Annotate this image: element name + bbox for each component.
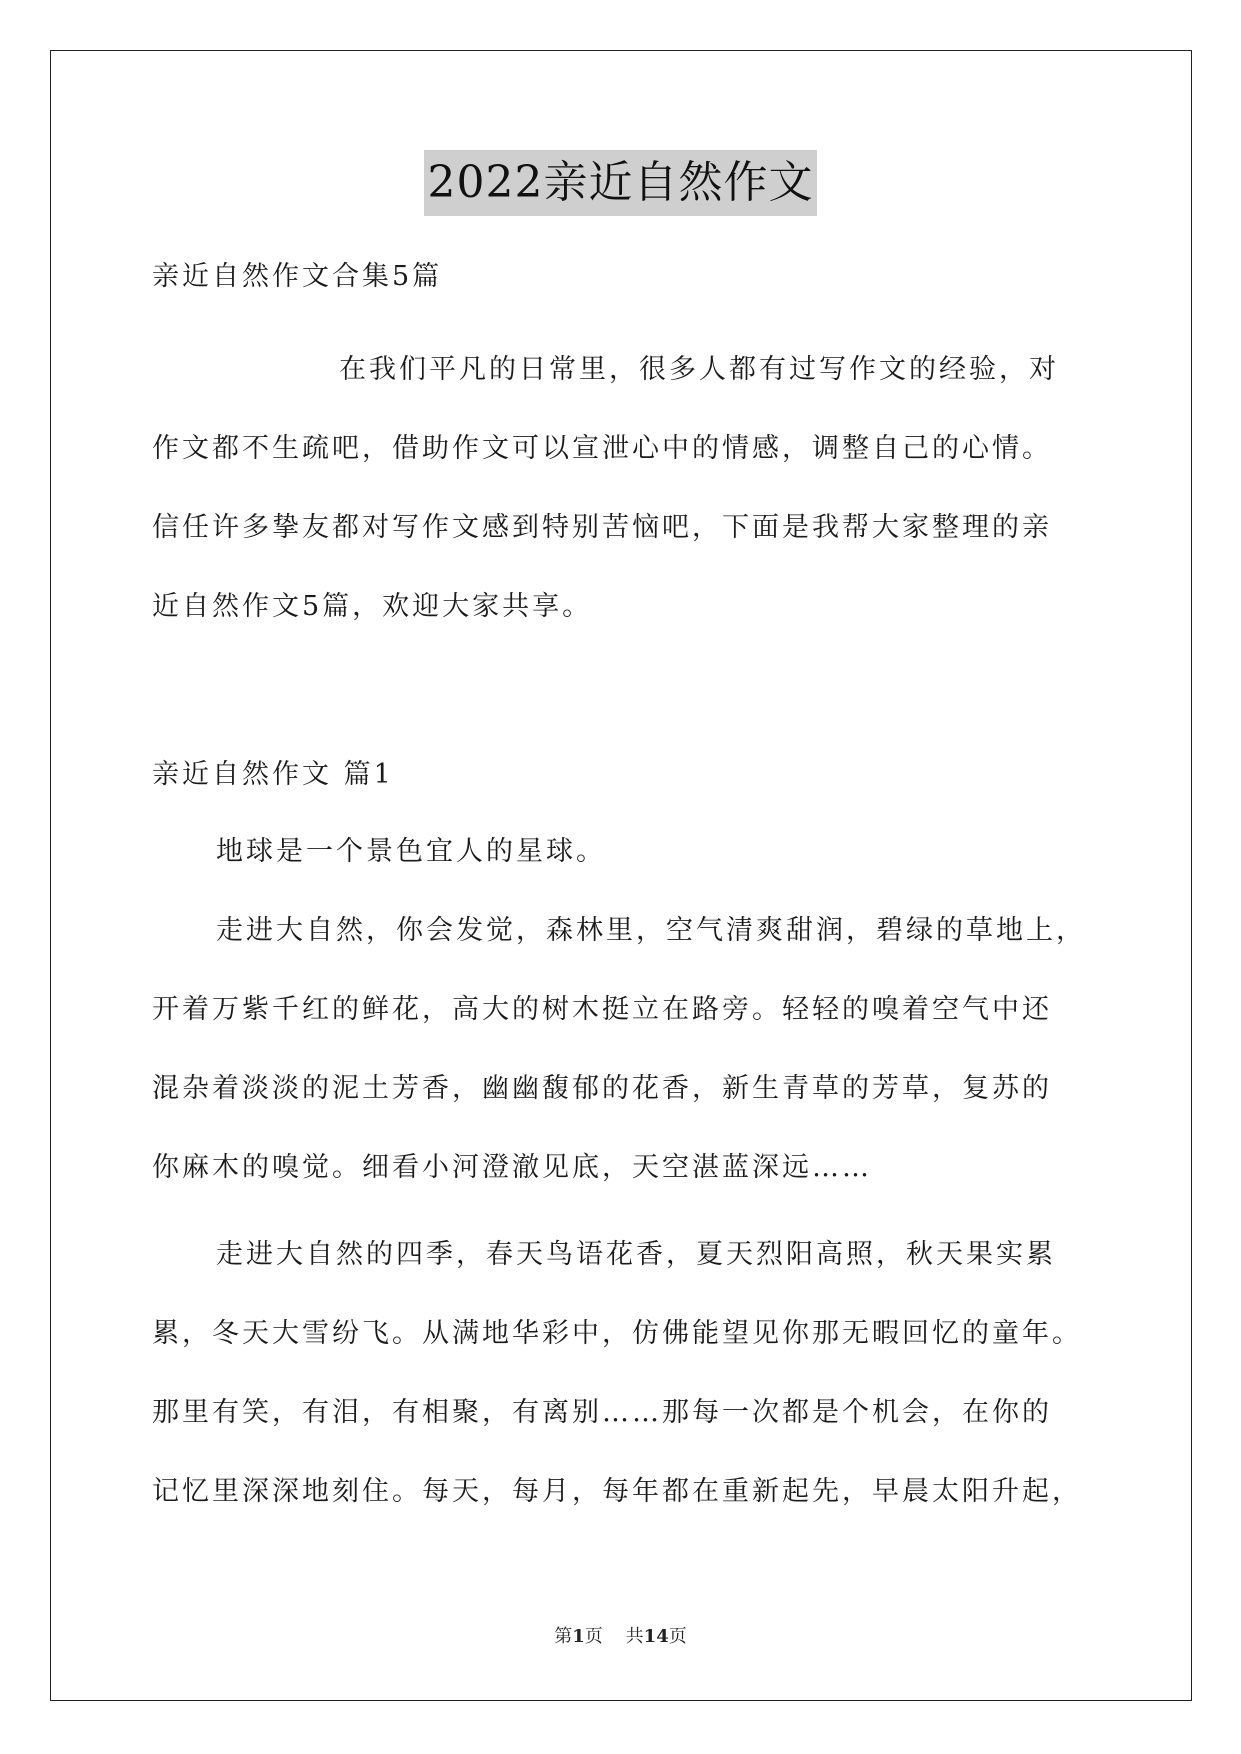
paragraph-line: 混杂着淡淡的泥土芳香，幽幽馥郁的花香，新生青草的芳草，复苏的 [152, 1073, 1052, 1104]
footer-page-word: 页 [584, 1626, 603, 1647]
paragraph-line: 记忆里深深地刻住。每天，每月，每年都在重新起先，早晨太阳升起， [152, 1476, 1082, 1507]
footer-prefix: 第 [554, 1626, 573, 1647]
footer-total-word: 页 [668, 1626, 687, 1647]
footer-total-pages: 14 [643, 1626, 669, 1647]
footer-total-prefix: 共 [625, 1626, 644, 1647]
paragraph-line: 走进大自然的四季，春天鸟语花香，夏天烈阳高照，秋天果实累 [216, 1239, 1056, 1270]
document-title: 2022亲近自然作文 [424, 150, 818, 216]
section-heading [152, 735, 1092, 814]
paragraph-2 [152, 891, 1092, 1207]
paragraph-line: 走进大自然，你会发觉，森林里，空气清爽甜润，碧绿的草地上， [216, 915, 1086, 946]
paragraph-1 [152, 812, 1092, 891]
footer-page-number: 1 [572, 1626, 585, 1647]
page-footer [0, 1622, 1241, 1648]
intro-paragraph [152, 330, 1092, 646]
collection-heading [152, 237, 1092, 316]
title-container [0, 150, 1241, 216]
intro-line: 在我们平凡的日常里，很多人都有过写作文的经验，对 [339, 354, 1059, 385]
paragraph-line: 开着万紫千红的鲜花，高大的树木挺立在路旁。轻轻的嗅着空气中还 [152, 994, 1052, 1025]
paragraph-line: 你麻木的嗅觉。细看小河澄澈见底，天空湛蓝深远…… [152, 1152, 872, 1183]
intro-line: 信任许多挚友都对写作文感到特别苦恼吧，下面是我帮大家整理的亲 [152, 512, 1052, 543]
collection-heading-text: 亲近自然作文合集5篇 [152, 261, 443, 292]
section-heading-text: 亲近自然作文 篇1 [152, 759, 394, 790]
paragraph-3 [152, 1215, 1092, 1531]
paragraph-line: 地球是一个景色宜人的星球。 [216, 836, 606, 867]
intro-line: 近自然作文5篇，欢迎大家共享。 [152, 591, 593, 622]
paragraph-line: 累，冬天大雪纷飞。从满地华彩中，仿佛能望见你那无暇回忆的童年。 [152, 1318, 1082, 1349]
intro-line: 作文都不生疏吧，借助作文可以宣泄心中的情感，调整自己的心情。 [152, 433, 1052, 464]
paragraph-line: 那里有笑，有泪，有相聚，有离别……那每一次都是个机会，在你的 [152, 1397, 1052, 1428]
